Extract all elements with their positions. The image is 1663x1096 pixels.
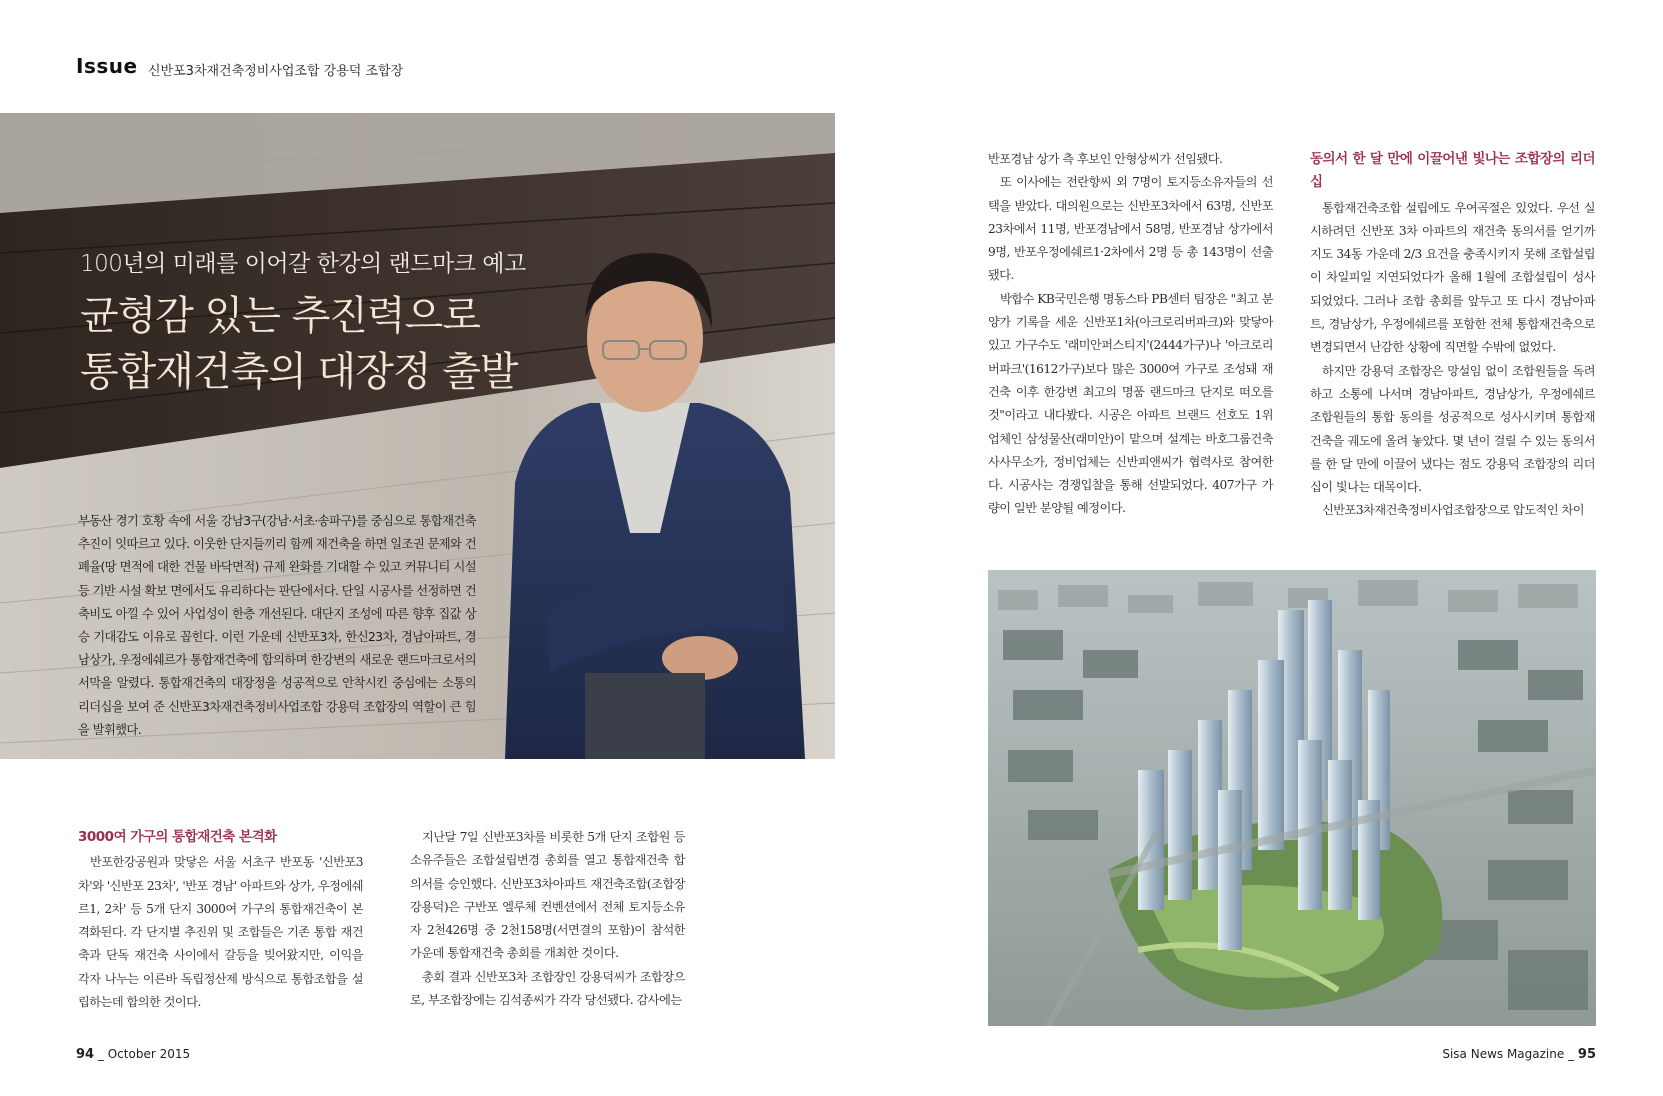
paragraph: 박합수 KB국민은행 명동스타 PB센터 팀장은 "최고 분양가 기록을 세운 신반포1차(아크로리버파크)와 맞닿아있고 가구수도 '래미안퍼스티지'(2444가구)나 '아크로리버파크'(1612가구)보다 많은 3000여 가구로 조성돼 재건축 이후 한강변 최고의 명품 랜드마크 단지로 떠오를 것"이라고 내다봤다. 시공은 아파트 브랜드 선호도 1위 업체인 삼성물산(래미안)이 맡으며 설계는 바호그룹건축사사무소가, 정비업체는 신반피앤씨가 협력사로 참여한다. 시공사는 경쟁입찰을 통해 선발되었다. 407가구 가량이 일반 분양될 예정이다. bbox=[988, 291, 1273, 516]
left-page-number: 94 bbox=[76, 1047, 95, 1062]
paragraph: 총회 결과 신반포3차 조합장인 강용덕씨가 조합장으로, 부조합장에는 김석종씨가 각각 당선됐다. 감사에는 bbox=[410, 969, 685, 1008]
section-heading-1: 3000여 가구의 통합재건축 본격화 bbox=[78, 829, 277, 845]
article-column-2 bbox=[410, 826, 685, 1012]
right-magazine-label: Sisa News Magazine _ bbox=[1442, 1047, 1575, 1061]
page-number-left bbox=[76, 1047, 190, 1062]
section-label: Issue bbox=[76, 54, 138, 78]
lead-paragraph: 부동산 경기 호황 속에 서울 강남3구(강남·서초·송파구)를 중심으로 통합재건축 추진이 잇따르고 있다. 이웃한 단지들끼리 함께 재건축을 하면 일조권 문제와 건폐율(땅 면적에 대한 건물 바닥면적) 규제 완화를 기대할 수 있고 커뮤니티 시설 등 기반 시설 확보 면에서도 유리하다는 판단에서다. 단일 시공사를 선정하면 건축비도 아낄 수 있어 사업성이 한층 개선된다. 대단지 조성에 따른 향후 집값 상승 기대감도 이유로 꼽힌다. 이런 가운데 신반포3차, 한신23차, 경남아파트, 경남상가, 우정에쉐르가 통합재건축에 합의하며 한강변의 새로운 랜드마크로서의 서막을 알렸다. 통합재건축의 대장정을 성공적으로 안착시킨 중심에는 소통의 리더십을 보여 준 신반포3차재건축정비사업조합 강용덕 조합장의 역할이 큰 힘을 발휘했다. bbox=[78, 514, 476, 737]
article-column-3 bbox=[988, 148, 1273, 521]
paragraph: 하지만 강용덕 조합장은 망설임 없이 조합원들을 독려하고 소통에 나서며 경남아파트, 경남상가, 우정에쉐르 조합원들의 통합 동의를 성공적으로 성사시키며 통합재건축을 궤도에 올려 놓았다. 몇 년이 걸릴 수 있는 동의서를 한 달 만에 이끌어 냈다는 점도 강용덕 조합장의 리더십이 빛나는 대목이다. bbox=[1310, 363, 1595, 495]
left-issue-label: _ October 2015 bbox=[97, 1047, 191, 1061]
hero-headline bbox=[80, 288, 517, 400]
paragraph: 지난달 7일 신반포3차를 비롯한 5개 단지 조합원 등 소유주들은 조합설립변경 총회를 열고 통합재건축 합의서를 승인했다. 신반포3차아파트 재건축조합(조합장 강용덕)은 구반포 엘루체 컨벤션에서 전체 토지등소유자 2천426명 중 2천158명(서면결의 포함)이 참석한 가운데 통합재건축 총회를 개최한 것이다. bbox=[410, 830, 685, 961]
paragraph: 통합재건축조합 설립에도 우여곡절은 있었다. 우선 실시하려던 신반포 3차 아파트의 재건축 동의서를 얻기까지도 34동 가운데 2/3 요건을 충족시키지 못해 조합설립이 차일피일 지연되었다가 올해 1월에 조합설립이 성사되었었다. 그러나 조합 총회를 앞두고 또 다시 경남아파트, 경남상가, 우정에쉐르를 포함한 전체 통합재건축으로 변경되면서 난감한 상황에 직면할 수밖에 없었다. bbox=[1310, 200, 1595, 355]
headline-line-1: 균형감 있는 추진력으로 bbox=[80, 293, 480, 339]
section-heading-2: 동의서 한 달 만에 이끌어낸 빛나는 조합장의 리더십 bbox=[1310, 151, 1595, 191]
right-page-number: 95 bbox=[1577, 1047, 1596, 1062]
paragraph: 또 이사에는 전란향씨 외 7명이 토지등소유자들의 선택을 받았다. 대의원으로는 신반포3차에서 63명, 신반포23차에서 11명, 반포경남에서 58명, 반포경남 상가에서 9명, 반포우정에쉐르1·2차에서 2명 등 총 143명이 선출됐다. bbox=[988, 175, 1273, 283]
paragraph: 신반포3차재건축정비사업조합장으로 압도적인 차이 bbox=[1322, 503, 1585, 518]
paragraph: 반포경남 상가 측 후보인 안형상씨가 선임됐다. bbox=[988, 152, 1223, 166]
complex-rendering-image bbox=[988, 570, 1596, 1026]
hero-kicker: 100년의 미래를 이어갈 한강의 랜드마크 예고 bbox=[80, 251, 526, 277]
page-number-right bbox=[1442, 1047, 1596, 1062]
paragraph: 반포한강공원과 맞닿은 서울 서초구 반포동 '신반포3차'와 '신반포 23차', '반포 경남' 아파트와 상가, 우정에쉐르1, 2차' 등 5개 단지 3000여 가구의 통합재건축이 본격화된다. 각 단지별 추진위 및 조합들은 기존 통합 재건축과 단독 재건축 사이에서 갈등을 빚어왔지만, 이익을 각자 나누는 이른바 독립정산제 방식으로 통합조합을 설립하는데 합의한 것이다. bbox=[78, 855, 363, 1010]
article-column-4 bbox=[1310, 148, 1595, 523]
article-column-1 bbox=[78, 826, 363, 1014]
headline-line-2: 통합재건축의 대장정 출발 bbox=[80, 349, 518, 395]
section-subtitle: 신반포3차재건축정비사업조합 강용덕 조합장 bbox=[148, 64, 404, 79]
